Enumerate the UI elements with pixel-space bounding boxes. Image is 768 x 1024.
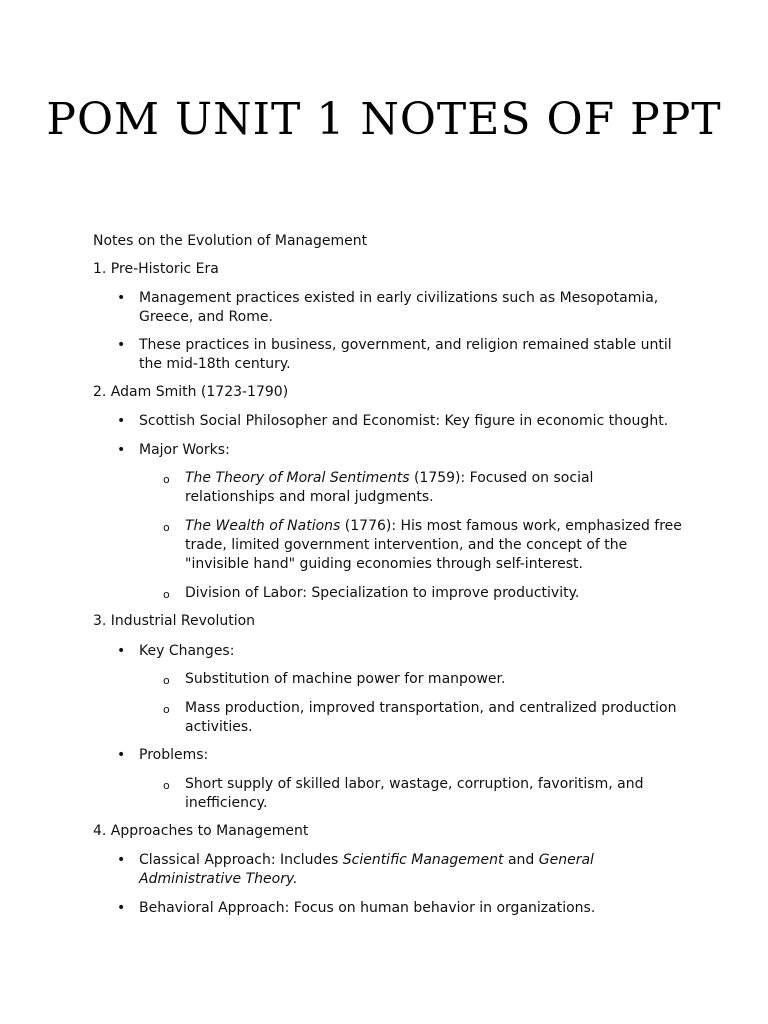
bullet-icon: • bbox=[117, 900, 126, 916]
bullet-icon: • bbox=[117, 413, 126, 429]
sub-list-item: o Short supply of skilled labor, wastage, corruption, favoritism, and inefficiency. bbox=[163, 776, 644, 811]
list-item: • Problems: bbox=[117, 747, 209, 763]
sub-list-item: o The Theory of Moral Sentiments (1759): Focused on social relationships and moral judgments. bbox=[163, 470, 594, 505]
section-heading-approaches: 4. Approaches to Management bbox=[93, 823, 309, 839]
bullet-icon: • bbox=[117, 337, 126, 353]
list-item: • Key Changes: bbox=[117, 643, 235, 659]
section-heading-industrial-revolution: 3. Industrial Revolution bbox=[93, 613, 256, 629]
list-item: • These practices in business, government, and religion remained stable until the mid-18th century. bbox=[117, 337, 672, 372]
circle-bullet-icon: o bbox=[163, 674, 170, 687]
section-heading-pre-historic: 1. Pre-Historic Era bbox=[93, 261, 219, 277]
intro-heading: Notes on the Evolution of Management bbox=[93, 233, 368, 249]
circle-bullet-icon: o bbox=[163, 703, 170, 716]
list-item: • Classical Approach: Includes Scientific Management and General Administrative Theory. bbox=[117, 852, 594, 887]
sub-list-item: o Substitution of machine power for manpower. bbox=[185, 670, 685, 689]
circle-bullet-icon: o bbox=[163, 779, 170, 792]
bullet-icon: • bbox=[117, 852, 126, 868]
page-title: POM UNIT 1 NOTES OF PPT bbox=[46, 94, 722, 145]
section-heading-adam-smith: 2. Adam Smith (1723-1790) bbox=[93, 384, 289, 400]
circle-bullet-icon: o bbox=[163, 521, 170, 534]
bullet-icon: • bbox=[117, 442, 126, 458]
list-item: • Major Works: bbox=[117, 442, 230, 458]
bullet-icon: • bbox=[117, 290, 126, 306]
circle-bullet-icon: o bbox=[163, 473, 170, 486]
sub-list-item: o Division of Labor: Specialization to improve productivity. bbox=[185, 584, 685, 603]
bullet-icon: • bbox=[117, 747, 126, 763]
sub-list-item: o Mass production, improved transportation, and centralized production activities. bbox=[163, 700, 677, 735]
circle-bullet-icon: o bbox=[163, 588, 170, 601]
list-item: • Behavioral Approach: Focus on human behavior in organizations. bbox=[117, 900, 596, 916]
bullet-icon: • bbox=[117, 643, 126, 659]
list-item: • Management practices existed in early civilizations such as Mesopotamia, Greece, and Rome. bbox=[117, 290, 659, 325]
list-item: • Scottish Social Philosopher and Economist: Key figure in economic thought. bbox=[117, 413, 669, 429]
sub-list-item: o The Wealth of Nations (1776): His most famous work, emphasized free trade, limited government intervention, and the concept of the "invisible hand" guiding economies through self-interest. bbox=[163, 518, 682, 572]
